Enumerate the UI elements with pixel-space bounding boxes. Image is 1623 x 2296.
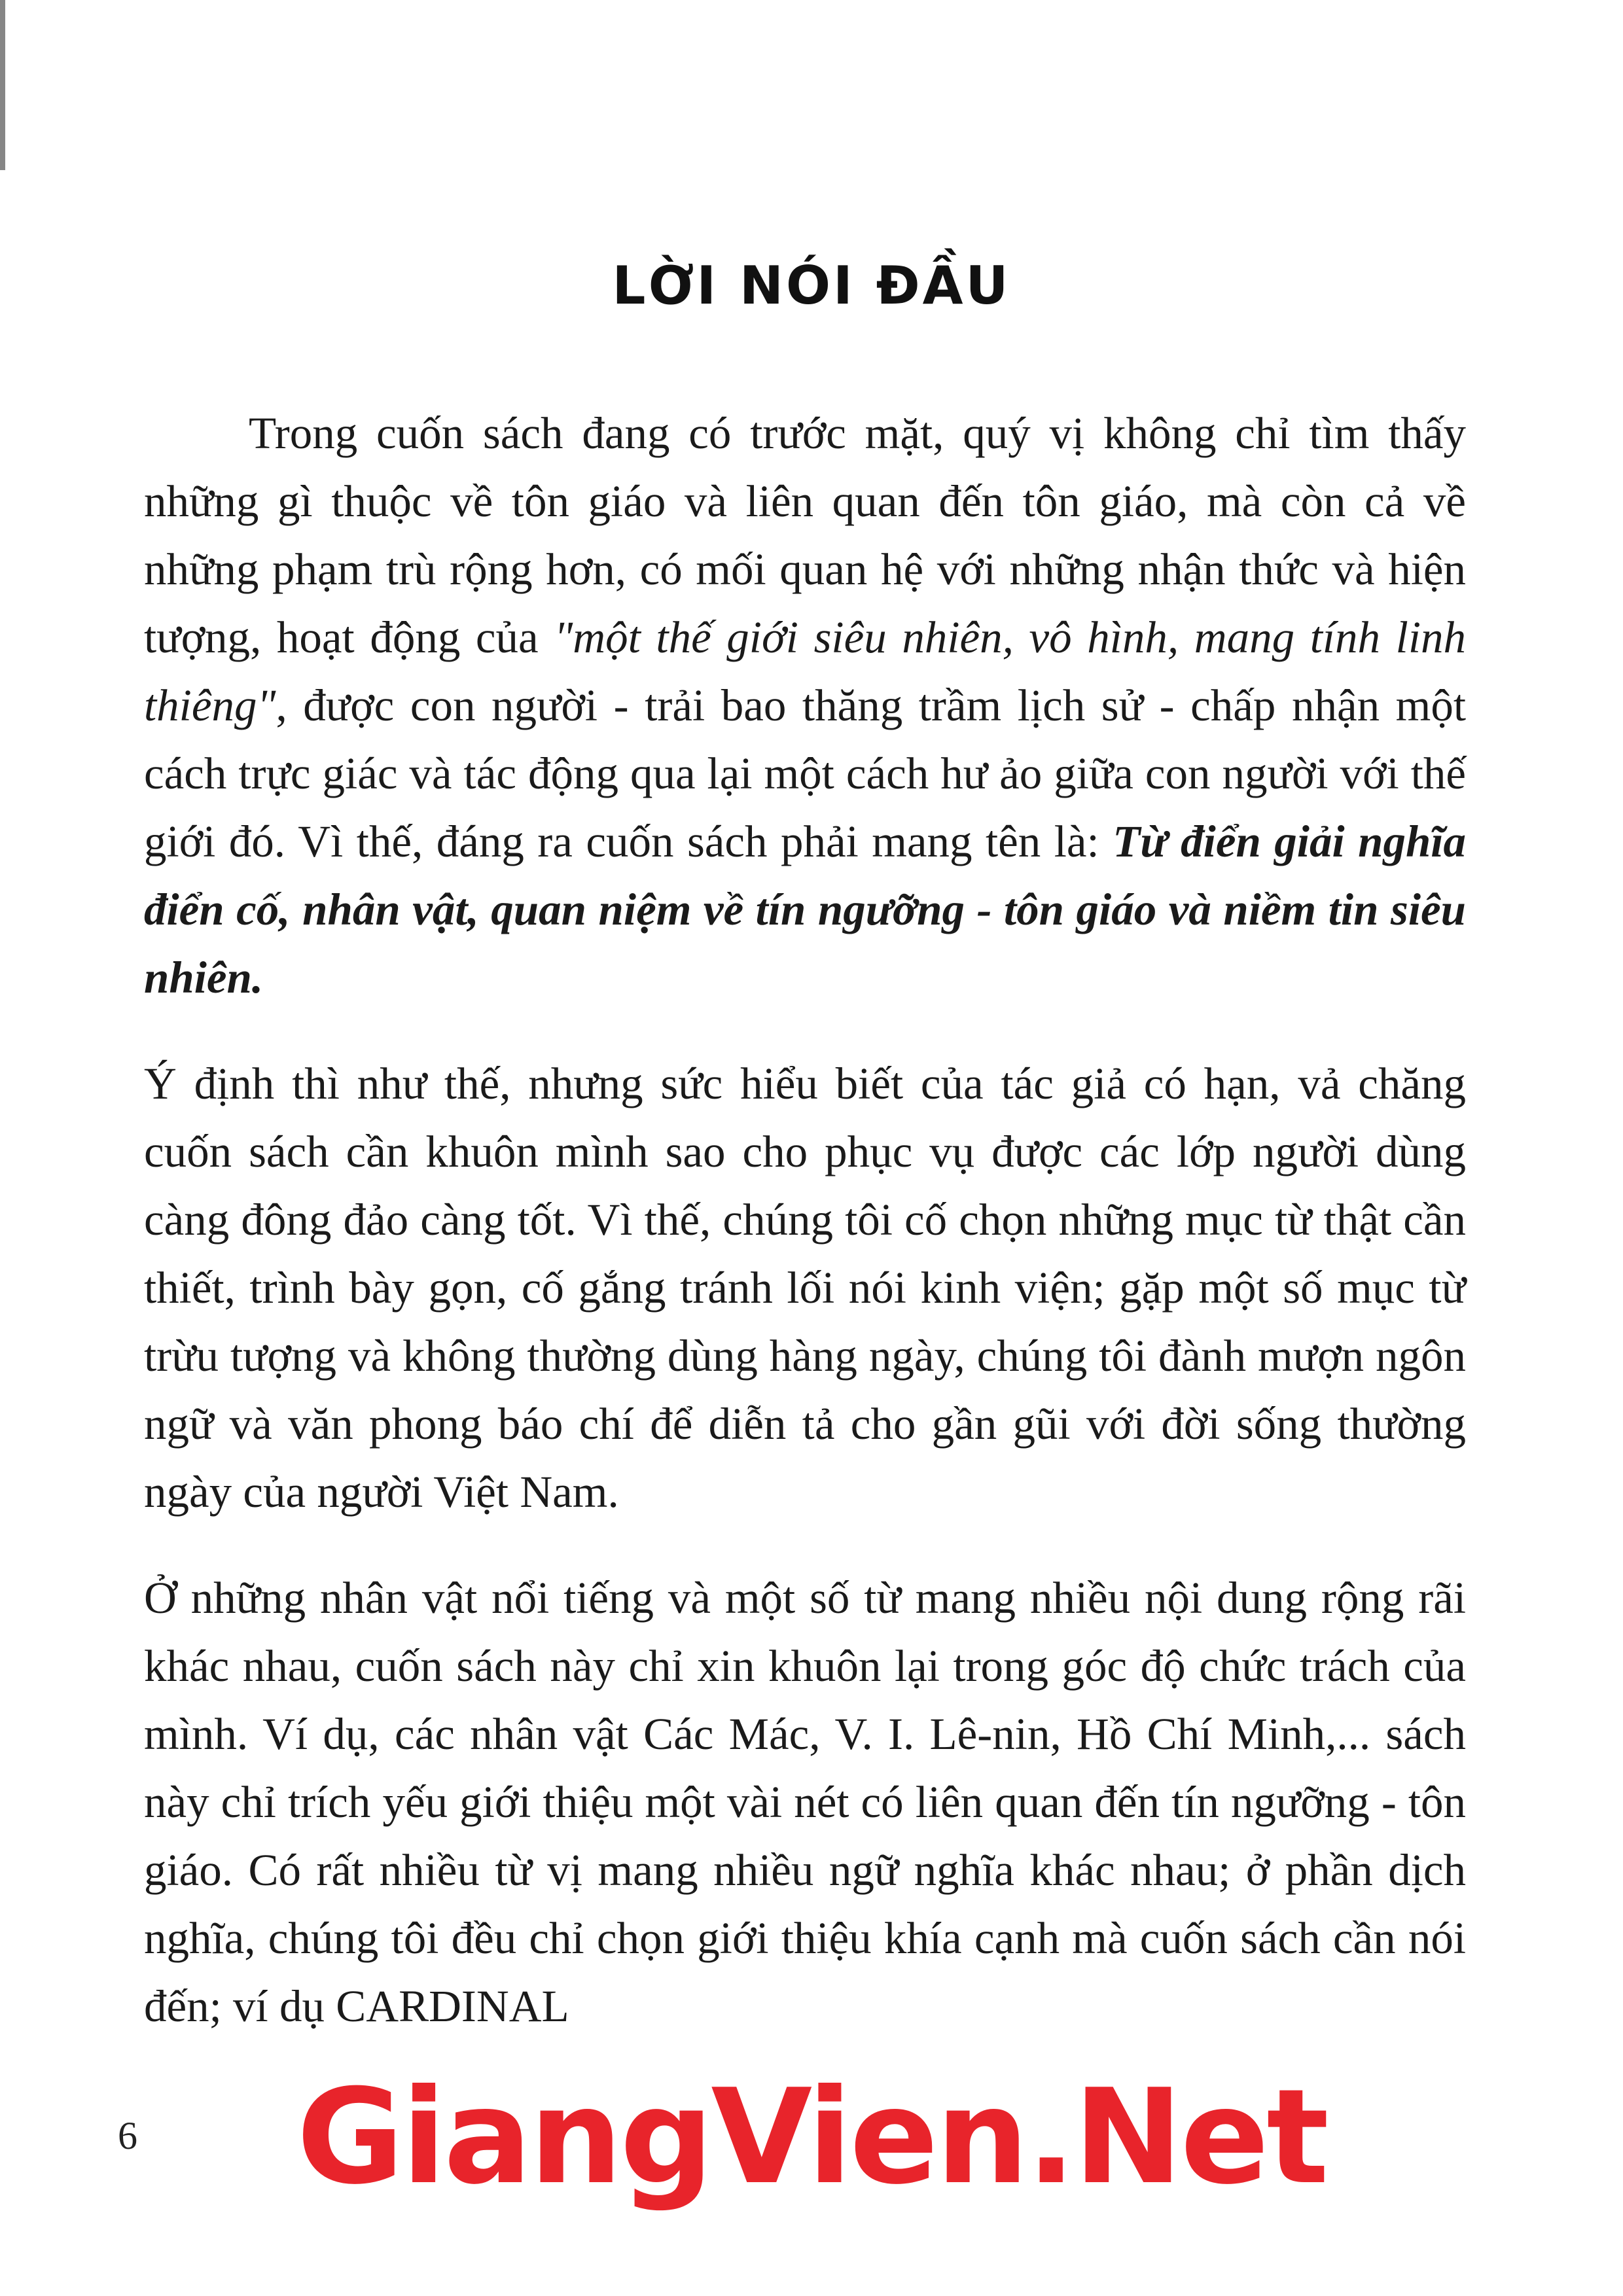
paragraph-1-book-title: Từ điển giải nghĩa điển cố, nhân vật, quan niệm về tín ngưỡng - tôn giáo và niềm tin siêu nhiên. xyxy=(144,817,1466,1002)
paragraph-1-quote: "một thế giới siêu nhiên, vô hình, mang tính linh thiêng" xyxy=(144,612,1467,730)
paragraph-2: Ý định thì như thế, nhưng sức hiểu biết của tác giả có hạn, vả chăng cuốn sách cần khuôn mình sao cho phục vụ được các lớp người dùng càng đông đảo càng tốt. Vì thế, chúng tôi cố chọn những mục từ thật cần thiết, trình bày gọn, cố gắng tránh lối nói kinh viện; gặp một số mục từ trừu tượng và không thường dùng hàng ngày, chúng tôi đành mượn ngôn ngữ và văn phong báo chí để diễn tả cho gần gũi với đời sống thường ngày của người Việt Nam. xyxy=(144,1059,1466,1517)
page-edge-shadow xyxy=(0,0,5,170)
paragraph-3: Ở những nhân vật nổi tiếng và một số từ mang nhiều nội dung rộng rãi khác nhau, cuốn sách này chỉ xin khuôn lại trong góc độ chức trách của mình. Ví dụ, các nhân vật Các Mác, V. I. Lê-nin, Hồ Chí Minh,... sách này chỉ trích yếu giới thiệu một vài nét có liên quan đến tín ngưỡng - tôn giáo. Có rất nhiều từ vị mang nhiều ngữ nghĩa khác nhau; ở phần dịch nghĩa, chúng tôi đều chỉ chọn giới thiệu khía cạnh mà cuốn sách cần nói đến; ví dụ CARDINAL xyxy=(144,1573,1466,2031)
page-number: 6 xyxy=(118,2114,137,2157)
watermark-logo: GiangVien.Net xyxy=(296,2061,1327,2214)
paragraph-1-text-b: , được con người - trải bao thăng trầm lịch sử - chấp nhận một cách trực giác và tác động qua lại một cách hư ảo giữa con người với thế giới đó. Vì thế, đáng ra cuốn sách phải mang tên là: xyxy=(144,680,1466,866)
paragraph-1-text-a: Trong cuốn sách đang có trước mặt, quý vị không chỉ tìm thấy những gì thuộc về tôn giáo và liên quan đến tôn giáo, mà còn cả về những phạm trù rộng hơn, có mối quan hệ với những nhận thức và hiện tượng, hoạt động của xyxy=(144,408,1466,662)
page-title: LỜI NÓI ĐẦU xyxy=(612,255,1011,316)
preface-body xyxy=(144,399,1466,2078)
paragraph-1 xyxy=(144,399,1466,1012)
